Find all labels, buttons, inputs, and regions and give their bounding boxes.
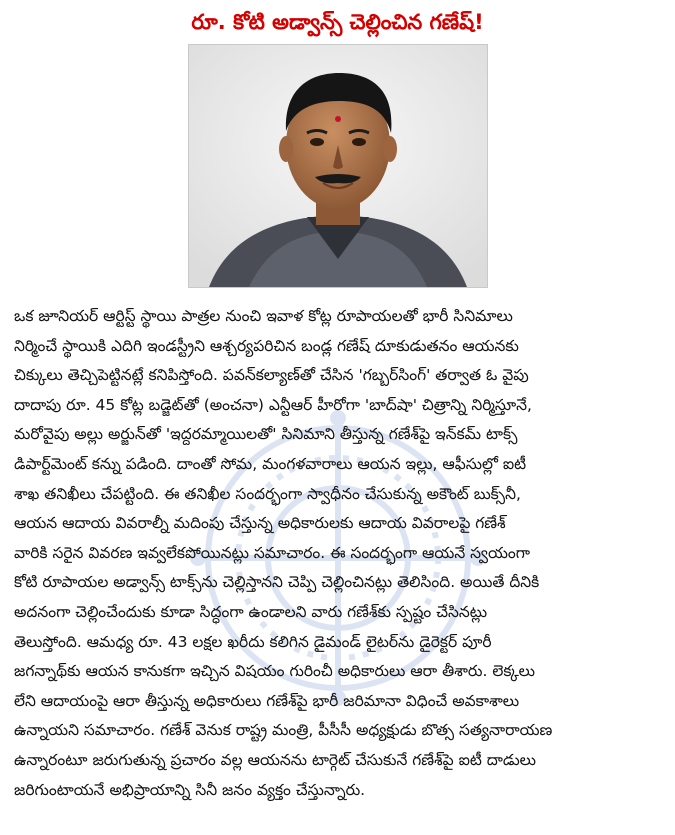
article-line: ఒక జూనియర్ ఆర్టిస్ట్ స్థాయి పాత్రల నుంచి ఇవాళ కోట్ల రూపాయలతో భారీ సినిమాలు: [14, 307, 513, 325]
article-line: చిక్కులు తెచ్చిపెట్టినట్లే కనిపిస్తోంది. పవన్‌కల్యాణ్‌తో చేసిన 'గబ్బర్‌సింగ్' తర్వాత ఓ వైపు: [14, 366, 529, 385]
article-line: అదనంగా చెల్లించేందుకు కూడా సిద్ధంగా ఉండాలని వారు గణేశ్‌కు స్పష్టం చేసినట్లు: [14, 602, 488, 621]
article-line: నిర్మించే స్థాయికి ఎదిగి ఇండస్ట్రీని ఆశ్చర్యపరిచిన బండ్ల గణేష్ దూకుడుతనం ఆయనకు: [14, 336, 519, 355]
headline: రూ. కోటి అడ్వాన్స్ చెల్లించిన గణేష్!: [191, 10, 484, 34]
article-line: లేని ఆదాయంపై ఆరా తీస్తున్న అధికారులు గణేశ్‌పై భారీ జరిమానా విధించే అవకాశాలు: [14, 691, 520, 710]
article-line: మరోవైపు అల్లు అర్జున్‌తో 'ఇద్దరమ్మాయిలతో' సినిమాని తీస్తున్న గణేశ్‌పై ఇన్‌కమ్ టాక్స్: [14, 425, 518, 444]
article-line: తెలుస్తోంది. ఆమధ్య రూ. 43 లక్షల ఖరీదు కలిగిన డైమండ్ లైటర్‌ను డైరెక్టర్ పూరీ: [14, 632, 492, 651]
article-line: ఉన్నారంటూ జరుగుతున్న ప్రచారం వల్ల ఆయనను టార్గెట్ చేసుకునే గణేశ్‌పై ఐటీ దాడులు: [14, 750, 537, 769]
article-line: ఉన్నాయని సమాచారం. గణేశ్ వెనుక రాష్ట్ర మంత్రి, పీసీసీ అధ్యక్షుడు బొత్స సత్యనారాయణ: [14, 721, 553, 740]
article-line: జగన్నాథ్‌కు ఆయన కానుకగా ఇచ్చిన విషయం గురించీ అధికారులు ఆరా తీశారు. లెక్కలు: [14, 662, 536, 681]
article-line: డిపార్ట్‌మెంట్ కన్ను పడింది. దాంతో సోమ, మంగళవారాలు ఆయన ఇల్లు, ఆఫీసుల్లో ఐటీ: [14, 454, 527, 473]
article-line: శాఖ తనిఖీలు చేపట్టింది. ఈ తనిఖీల సందర్భంగా స్వాధీనం చేసుకున్న అకౌంట్ బుక్స్‌నీ,: [14, 484, 521, 503]
article-line: కోటి రూపాయల అడ్వాన్స్ టాక్స్‌ను చెల్లిస్తానని చెప్పి చెల్లించినట్లు తెలిసింది. అయితే దీనికి: [14, 573, 540, 592]
article-line: జరిగుంటాయనే అభిప్రాయాన్ని సినీ జనం వ్యక్తం చేస్తున్నారు.: [14, 780, 366, 799]
portrait-photo: [188, 44, 488, 288]
article-line: దాదాపు రూ. 45 కోట్ల బడ్జెట్‌తో (అంచనా) ఎన్టీఆర్ హీరోగా 'బాద్‌షా' చిత్రాన్ని నిర్మిస్తూనే,: [14, 395, 532, 414]
article-line: వారికి సరైన వివరణ ఇవ్వలేకపోయినట్లు సమాచారం. ఈ సందర్భంగా ఆయనే స్వయంగా: [14, 543, 531, 562]
portrait-image: [189, 45, 487, 287]
article-line: ఆయన ఆదాయ వివరాల్నీ మదింపు చేస్తున్న అధికారులకు ఆదాయ వివరాలపై గణేశ్: [14, 514, 506, 533]
article-body: [14, 302, 664, 805]
